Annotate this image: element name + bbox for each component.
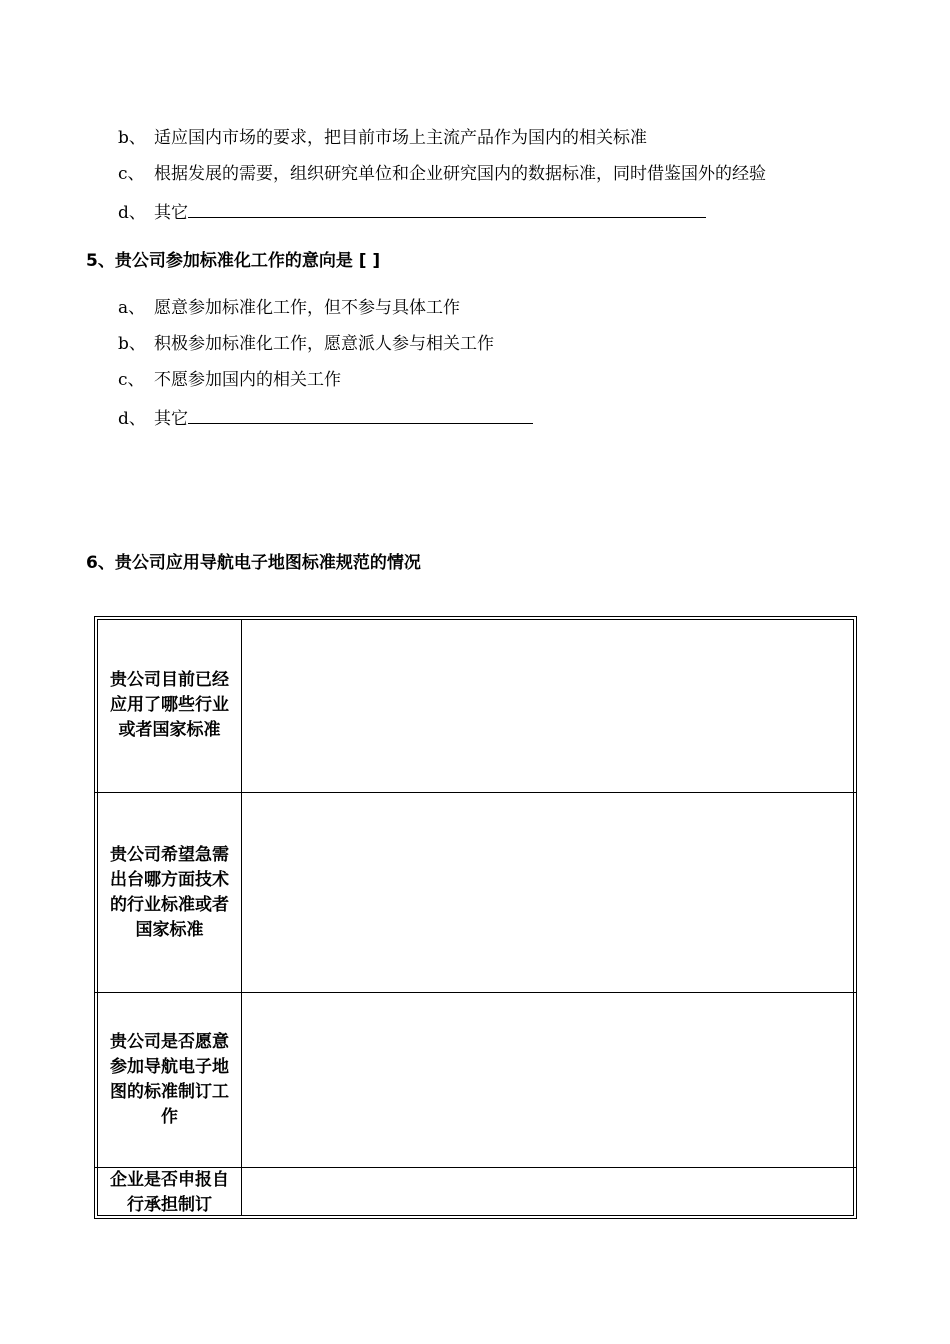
q4-option-d bbox=[118, 199, 706, 224]
option-text: 愿意参加标准化工作，但不参与具体工作 bbox=[154, 298, 460, 318]
option-text: 其它 bbox=[154, 409, 188, 429]
q4-option-b bbox=[118, 127, 647, 149]
q4-other-blank[interactable] bbox=[188, 199, 706, 218]
answer-cell[interactable] bbox=[242, 619, 853, 792]
row-label: 贵公司是否愿意参加导航电子地图的标准制订工作 bbox=[98, 993, 242, 1167]
q5-title: 5、贵公司参加标准化工作的意向是 [ ] bbox=[86, 251, 381, 271]
answer-cell[interactable] bbox=[242, 993, 853, 1167]
row-label: 贵公司希望急需出台哪方面技术的行业标准或者国家标准 bbox=[98, 793, 242, 992]
table-row bbox=[95, 993, 856, 1168]
option-letter: b、 bbox=[118, 128, 146, 148]
table-row bbox=[95, 793, 856, 993]
q4-option-c bbox=[118, 163, 766, 185]
option-letter: c、 bbox=[118, 164, 145, 184]
option-letter: b、 bbox=[118, 334, 146, 354]
option-letter: d、 bbox=[118, 409, 146, 429]
option-letter: c、 bbox=[118, 370, 145, 390]
option-text: 根据发展的需要，组织研究单位和企业研究国内的数据标准，同时借鉴国外的经验 bbox=[154, 164, 766, 184]
q5-other-blank[interactable] bbox=[188, 405, 533, 424]
option-letter: a、 bbox=[118, 298, 146, 318]
answer-cell[interactable] bbox=[242, 793, 853, 992]
q5-option-b bbox=[118, 333, 494, 355]
option-text: 不愿参加国内的相关工作 bbox=[154, 370, 341, 390]
q5-option-c bbox=[118, 369, 341, 391]
row-label: 企业是否申报自行承担制订 bbox=[98, 1168, 242, 1216]
q6-title: 6、贵公司应用导航电子地图标准规范的情况 bbox=[86, 553, 421, 573]
q5-option-a bbox=[118, 297, 460, 319]
table-row bbox=[95, 619, 856, 793]
standards-table bbox=[94, 616, 857, 1219]
option-letter: d、 bbox=[118, 203, 146, 223]
option-text: 适应国内市场的要求，把目前市场上主流产品作为国内的相关标准 bbox=[154, 128, 647, 148]
row-label: 贵公司目前已经应用了哪些行业或者国家标准 bbox=[98, 619, 242, 792]
option-text: 其它 bbox=[154, 203, 188, 223]
option-text: 积极参加标准化工作，愿意派人参与相关工作 bbox=[154, 334, 494, 354]
answer-cell[interactable] bbox=[242, 1168, 853, 1216]
table-row bbox=[95, 1168, 856, 1216]
q5-option-d bbox=[118, 405, 533, 430]
